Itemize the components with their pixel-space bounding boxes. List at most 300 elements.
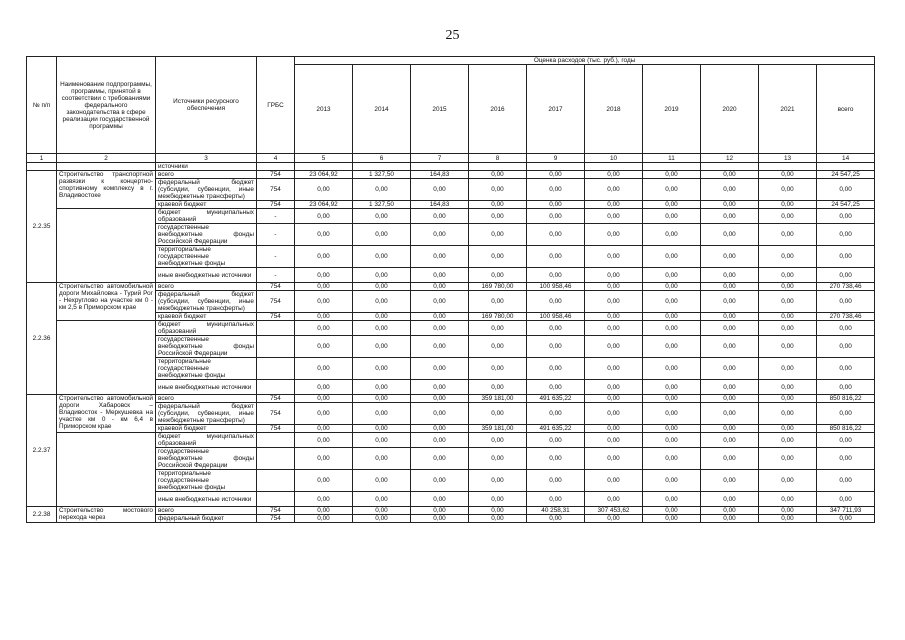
total-cell: 0,00 <box>817 470 875 492</box>
value-cell: 0,00 <box>643 336 701 358</box>
table-row <box>27 171 875 179</box>
grbs-cell: 754 <box>257 425 295 433</box>
value-cell: 0,00 <box>701 492 759 507</box>
value-cell: 0,00 <box>469 321 527 336</box>
value-cell: 0,00 <box>527 246 585 268</box>
total-cell: 24 547,25 <box>817 171 875 179</box>
source-cell: всего <box>156 283 257 291</box>
grbs-cell <box>257 336 295 358</box>
grbs-cell: 754 <box>257 171 295 179</box>
value-cell: 0,00 <box>701 515 759 523</box>
column-number: 10 <box>585 154 643 163</box>
grbs-cell: - <box>257 224 295 246</box>
header-year: 2016 <box>469 65 527 154</box>
grbs-cell: - <box>257 268 295 283</box>
value-cell: 0,00 <box>643 313 701 321</box>
value-cell: 0,00 <box>527 171 585 179</box>
value-cell: 0,00 <box>295 283 353 291</box>
value-cell: 0,00 <box>701 358 759 380</box>
value-cell: 164,83 <box>411 201 469 209</box>
value-cell: 0,00 <box>759 425 817 433</box>
value-cell: 0,00 <box>469 403 527 425</box>
value-cell: 0,00 <box>295 403 353 425</box>
value-cell: 0,00 <box>585 380 643 395</box>
value-cell: 0,00 <box>411 395 469 403</box>
value-cell: 0,00 <box>469 336 527 358</box>
value-cell: 0,00 <box>295 246 353 268</box>
value-cell: 0,00 <box>411 492 469 507</box>
value-cell: 0,00 <box>585 403 643 425</box>
value-cell: 0,00 <box>585 171 643 179</box>
value-cell: 0,00 <box>295 179 353 201</box>
total-cell: 0,00 <box>817 380 875 395</box>
total-cell: 0,00 <box>817 515 875 523</box>
value-cell: 0,00 <box>353 336 411 358</box>
empty-cell <box>701 163 759 171</box>
value-cell: 0,00 <box>469 209 527 224</box>
value-cell: 0,00 <box>411 507 469 515</box>
value-cell: 0,00 <box>701 291 759 313</box>
value-cell: 0,00 <box>585 470 643 492</box>
grbs-cell: 754 <box>257 515 295 523</box>
value-cell: 0,00 <box>527 268 585 283</box>
source-cell: иные внебюджетные источники <box>156 380 257 395</box>
source-cell: иные внебюджетные источники <box>156 268 257 283</box>
value-cell: 0,00 <box>353 492 411 507</box>
value-cell: 0,00 <box>469 268 527 283</box>
value-cell: 0,00 <box>643 492 701 507</box>
value-cell: 0,00 <box>411 291 469 313</box>
value-cell: 491 635,22 <box>527 425 585 433</box>
value-cell: 0,00 <box>585 358 643 380</box>
value-cell: 0,00 <box>411 336 469 358</box>
header-year: 2018 <box>585 65 643 154</box>
value-cell: 0,00 <box>527 492 585 507</box>
header-program: Наименование подпрограммы, программы, принятой в соответствии с требованиями федерального законодательства в сфере реализации государственной программы <box>57 57 156 154</box>
value-cell: 0,00 <box>411 321 469 336</box>
value-cell: 0,00 <box>411 358 469 380</box>
value-cell: 0,00 <box>527 403 585 425</box>
value-cell: 0,00 <box>469 246 527 268</box>
value-cell: 0,00 <box>295 291 353 313</box>
source-cell: иные внебюджетные источники <box>156 492 257 507</box>
value-cell: 0,00 <box>295 507 353 515</box>
total-cell: 0,00 <box>817 492 875 507</box>
value-cell: 0,00 <box>585 395 643 403</box>
value-cell: 0,00 <box>759 395 817 403</box>
value-cell: 0,00 <box>295 492 353 507</box>
value-cell: 23 064,92 <box>295 171 353 179</box>
value-cell: 0,00 <box>295 224 353 246</box>
value-cell: 0,00 <box>759 448 817 470</box>
value-cell: 0,00 <box>585 448 643 470</box>
value-cell: 0,00 <box>353 395 411 403</box>
value-cell: 307 453,62 <box>585 507 643 515</box>
total-cell: 0,00 <box>817 448 875 470</box>
row-number: 2.2.36 <box>27 283 57 395</box>
value-cell: 0,00 <box>295 336 353 358</box>
value-cell: 0,00 <box>527 358 585 380</box>
value-cell: 0,00 <box>353 268 411 283</box>
value-cell: 0,00 <box>759 336 817 358</box>
value-cell: 0,00 <box>295 515 353 523</box>
value-cell: 0,00 <box>643 515 701 523</box>
value-cell: 0,00 <box>353 448 411 470</box>
value-cell: 0,00 <box>585 433 643 448</box>
header-grbs: ГРБС <box>257 57 295 154</box>
value-cell: 0,00 <box>295 448 353 470</box>
value-cell: 0,00 <box>353 403 411 425</box>
source-cell: территориальные государственные внебюджетные фонды <box>156 246 257 268</box>
empty-cell <box>585 163 643 171</box>
grbs-cell: - <box>257 209 295 224</box>
source-cell: всего <box>156 171 257 179</box>
value-cell: 0,00 <box>701 336 759 358</box>
value-cell: 0,00 <box>295 358 353 380</box>
empty-cell <box>759 163 817 171</box>
row-number: 2.2.38 <box>27 507 57 523</box>
grbs-cell <box>257 470 295 492</box>
value-cell: 0,00 <box>353 321 411 336</box>
header-source: Источники ресурсного обеспечения <box>156 57 257 154</box>
value-cell: 0,00 <box>295 209 353 224</box>
value-cell: 0,00 <box>643 171 701 179</box>
source-cell: государственные внебюджетные фонды Российской Федерации <box>156 448 257 470</box>
source-cell: федеральный бюджет (субсидии, субвенции, иные межбюджетные трансферты) <box>156 291 257 313</box>
header-year: 2019 <box>643 65 701 154</box>
value-cell: 0,00 <box>585 209 643 224</box>
total-cell: 0,00 <box>817 321 875 336</box>
value-cell: 0,00 <box>411 380 469 395</box>
value-cell: 0,00 <box>353 283 411 291</box>
empty-cell <box>411 163 469 171</box>
value-cell: 0,00 <box>701 425 759 433</box>
total-cell: 850 816,22 <box>817 395 875 403</box>
value-cell: 0,00 <box>701 321 759 336</box>
header-row-top <box>27 57 875 65</box>
value-cell: 0,00 <box>643 425 701 433</box>
value-cell: 0,00 <box>585 201 643 209</box>
value-cell: 0,00 <box>759 246 817 268</box>
total-cell: 850 816,22 <box>817 425 875 433</box>
grbs-cell: 754 <box>257 283 295 291</box>
value-cell: 0,00 <box>411 268 469 283</box>
value-cell: 0,00 <box>643 179 701 201</box>
value-cell: 491 635,22 <box>527 395 585 403</box>
value-cell: 0,00 <box>701 395 759 403</box>
value-cell: 0,00 <box>295 313 353 321</box>
value-cell: 0,00 <box>469 224 527 246</box>
grbs-cell <box>257 321 295 336</box>
program-name: Строительство мостового перехода через <box>57 507 156 523</box>
value-cell: 0,00 <box>469 448 527 470</box>
column-number: 8 <box>469 154 527 163</box>
value-cell: 0,00 <box>701 246 759 268</box>
header-estimate: Оценка расходов (тыс. руб.), годы <box>295 57 875 65</box>
header-year: 2020 <box>701 65 759 154</box>
value-cell: 0,00 <box>527 433 585 448</box>
value-cell: 0,00 <box>701 268 759 283</box>
empty-cell <box>353 163 411 171</box>
grbs-cell <box>257 433 295 448</box>
value-cell: 0,00 <box>701 283 759 291</box>
value-cell: 0,00 <box>527 470 585 492</box>
column-number: 6 <box>353 154 411 163</box>
header-year: 2017 <box>527 65 585 154</box>
value-cell: 100 958,46 <box>527 283 585 291</box>
value-cell: 0,00 <box>643 283 701 291</box>
value-cell: 0,00 <box>353 291 411 313</box>
total-cell: 0,00 <box>817 403 875 425</box>
value-cell: 40 258,31 <box>527 507 585 515</box>
column-number: 4 <box>257 154 295 163</box>
source-cell: территориальные государственные внебюджетные фонды <box>156 470 257 492</box>
value-cell: 0,00 <box>643 224 701 246</box>
total-cell: 0,00 <box>817 336 875 358</box>
value-cell: 0,00 <box>295 470 353 492</box>
value-cell: 164,83 <box>411 171 469 179</box>
column-number: 12 <box>701 154 759 163</box>
row-number: 2.2.35 <box>27 171 57 283</box>
value-cell: 0,00 <box>643 358 701 380</box>
table-row <box>27 433 875 448</box>
total-cell: 0,00 <box>817 179 875 201</box>
value-cell: 0,00 <box>411 283 469 291</box>
value-cell: 0,00 <box>643 291 701 313</box>
value-cell: 0,00 <box>411 313 469 321</box>
value-cell: 0,00 <box>643 448 701 470</box>
grbs-cell <box>257 448 295 470</box>
total-cell: 0,00 <box>817 209 875 224</box>
column-number: 13 <box>759 154 817 163</box>
value-cell: 0,00 <box>585 425 643 433</box>
value-cell: 0,00 <box>527 179 585 201</box>
value-cell: 0,00 <box>353 179 411 201</box>
value-cell: 0,00 <box>643 470 701 492</box>
empty-cell <box>27 163 57 171</box>
value-cell: 0,00 <box>353 313 411 321</box>
column-number: 2 <box>57 154 156 163</box>
value-cell: 0,00 <box>701 403 759 425</box>
value-cell: 0,00 <box>643 395 701 403</box>
table-row <box>27 321 875 336</box>
value-cell: 0,00 <box>643 321 701 336</box>
column-number: 1 <box>27 154 57 163</box>
value-cell: 0,00 <box>643 246 701 268</box>
value-cell: 0,00 <box>353 246 411 268</box>
value-cell: 0,00 <box>701 209 759 224</box>
total-cell: 24 547,25 <box>817 201 875 209</box>
value-cell: 0,00 <box>759 492 817 507</box>
header-year: 2013 <box>295 65 353 154</box>
value-cell: 0,00 <box>759 291 817 313</box>
value-cell: 0,00 <box>585 268 643 283</box>
value-cell: 0,00 <box>585 321 643 336</box>
value-cell: 0,00 <box>353 433 411 448</box>
table-row <box>27 395 875 403</box>
value-cell: 0,00 <box>759 171 817 179</box>
value-cell: 0,00 <box>643 201 701 209</box>
total-cell: 0,00 <box>817 358 875 380</box>
value-cell: 23 064,92 <box>295 201 353 209</box>
table-row <box>27 209 875 224</box>
source-cell: краевой бюджет <box>156 313 257 321</box>
value-cell: 0,00 <box>295 425 353 433</box>
value-cell: 0,00 <box>295 433 353 448</box>
column-number-row <box>27 154 875 163</box>
value-cell: 0,00 <box>469 380 527 395</box>
value-cell: 0,00 <box>469 492 527 507</box>
header-total: всего <box>817 65 875 154</box>
header-year: 2015 <box>411 65 469 154</box>
value-cell: 0,00 <box>643 403 701 425</box>
grbs-cell: 754 <box>257 313 295 321</box>
value-cell: 0,00 <box>701 201 759 209</box>
grbs-cell <box>257 358 295 380</box>
value-cell: 0,00 <box>527 291 585 313</box>
value-cell: 0,00 <box>643 507 701 515</box>
empty-cell <box>527 163 585 171</box>
source-cell: федеральный бюджет (субсидии, субвенции, иные межбюджетные трансферты) <box>156 403 257 425</box>
value-cell: 0,00 <box>585 313 643 321</box>
value-cell: 0,00 <box>469 291 527 313</box>
value-cell: 0,00 <box>411 470 469 492</box>
header-year: 2021 <box>759 65 817 154</box>
program-name: Строительство автомобильной дороги Михайловка - Турий Рог - Нехруглово на участке км 0 - км 2,5 в Приморском крае <box>57 283 156 321</box>
total-cell: 0,00 <box>817 224 875 246</box>
empty-cell <box>57 209 156 283</box>
total-cell: 0,00 <box>817 291 875 313</box>
value-cell: 0,00 <box>527 448 585 470</box>
value-cell: 0,00 <box>295 321 353 336</box>
value-cell: 0,00 <box>527 515 585 523</box>
value-cell: 0,00 <box>411 515 469 523</box>
total-cell: 0,00 <box>817 246 875 268</box>
value-cell: 359 181,00 <box>469 395 527 403</box>
value-cell: 0,00 <box>527 209 585 224</box>
value-cell: 0,00 <box>701 380 759 395</box>
value-cell: 0,00 <box>411 246 469 268</box>
value-cell: 1 327,50 <box>353 171 411 179</box>
total-cell: 0,00 <box>817 268 875 283</box>
grbs-cell: 754 <box>257 179 295 201</box>
value-cell: 100 958,46 <box>527 313 585 321</box>
header-num: № п/п <box>27 57 57 154</box>
value-cell: 1 327,50 <box>353 201 411 209</box>
value-cell: 0,00 <box>759 268 817 283</box>
value-cell: 0,00 <box>585 179 643 201</box>
source-cell: всего <box>156 395 257 403</box>
value-cell: 0,00 <box>585 224 643 246</box>
value-cell: 0,00 <box>643 268 701 283</box>
column-number: 11 <box>643 154 701 163</box>
value-cell: 0,00 <box>469 507 527 515</box>
empty-cell <box>643 163 701 171</box>
value-cell: 0,00 <box>527 224 585 246</box>
value-cell: 0,00 <box>759 515 817 523</box>
row-number: 2.2.37 <box>27 395 57 507</box>
value-cell: 0,00 <box>353 380 411 395</box>
value-cell: 0,00 <box>759 313 817 321</box>
value-cell: 0,00 <box>527 380 585 395</box>
value-cell: 359 181,00 <box>469 425 527 433</box>
value-cell: 0,00 <box>295 395 353 403</box>
value-cell: 0,00 <box>759 179 817 201</box>
value-cell: 0,00 <box>701 224 759 246</box>
value-cell: 0,00 <box>411 448 469 470</box>
value-cell: 0,00 <box>759 403 817 425</box>
value-cell: 0,00 <box>701 171 759 179</box>
value-cell: 0,00 <box>353 209 411 224</box>
header-year: 2014 <box>353 65 411 154</box>
value-cell: 0,00 <box>353 470 411 492</box>
grbs-cell <box>257 380 295 395</box>
empty-cell <box>817 163 875 171</box>
value-cell: 0,00 <box>759 507 817 515</box>
empty-cell <box>295 163 353 171</box>
source-cell: государственные внебюджетные фонды Российской Федерации <box>156 224 257 246</box>
value-cell: 169 780,00 <box>469 313 527 321</box>
value-cell: 0,00 <box>643 433 701 448</box>
column-number: 5 <box>295 154 353 163</box>
empty-cell <box>57 163 156 171</box>
value-cell: 0,00 <box>411 425 469 433</box>
value-cell: 0,00 <box>527 321 585 336</box>
value-cell: 0,00 <box>411 209 469 224</box>
total-cell: 270 738,46 <box>817 283 875 291</box>
table-row <box>27 283 875 291</box>
carry-over-row <box>27 163 875 171</box>
source-cell: территориальные государственные внебюджетные фонды <box>156 358 257 380</box>
source-cell: федеральный бюджет <box>156 515 257 523</box>
value-cell: 0,00 <box>353 224 411 246</box>
program-name: Строительство автомобильной дороги Хабаровск – Владивосток - Меркушевка на участке км 0 - км 6,4 в Приморском крае <box>57 395 156 433</box>
column-number: 7 <box>411 154 469 163</box>
value-cell: 0,00 <box>643 209 701 224</box>
grbs-cell: 754 <box>257 201 295 209</box>
value-cell: 0,00 <box>295 380 353 395</box>
expenditure-table <box>26 56 875 523</box>
source-cell: бюджет муниципальных образований <box>156 209 257 224</box>
empty-cell <box>57 433 156 507</box>
value-cell: 0,00 <box>701 507 759 515</box>
source-cell: краевой бюджет <box>156 425 257 433</box>
grbs-cell: 754 <box>257 507 295 515</box>
value-cell: 0,00 <box>759 321 817 336</box>
source-cell: федеральный бюджет (субсидии, субвенции, иные межбюджетные трансферты) <box>156 179 257 201</box>
grbs-cell <box>257 492 295 507</box>
value-cell: 0,00 <box>643 380 701 395</box>
value-cell: 0,00 <box>469 171 527 179</box>
value-cell: 0,00 <box>759 433 817 448</box>
value-cell: 0,00 <box>469 470 527 492</box>
value-cell: 0,00 <box>469 358 527 380</box>
value-cell: 0,00 <box>759 283 817 291</box>
column-number: 9 <box>527 154 585 163</box>
program-name: Строительство транспортной развязки к концертно- спортивному комплексу в г. Владивостоке <box>57 171 156 209</box>
value-cell: 0,00 <box>701 179 759 201</box>
value-cell: 0,00 <box>585 246 643 268</box>
value-cell: 0,00 <box>469 179 527 201</box>
value-cell: 0,00 <box>411 433 469 448</box>
value-cell: 0,00 <box>585 291 643 313</box>
empty-cell <box>57 321 156 395</box>
value-cell: 0,00 <box>527 201 585 209</box>
value-cell: 0,00 <box>411 179 469 201</box>
value-cell: 0,00 <box>469 201 527 209</box>
value-cell: 0,00 <box>585 283 643 291</box>
source-cell: бюджет муниципальных образований <box>156 433 257 448</box>
